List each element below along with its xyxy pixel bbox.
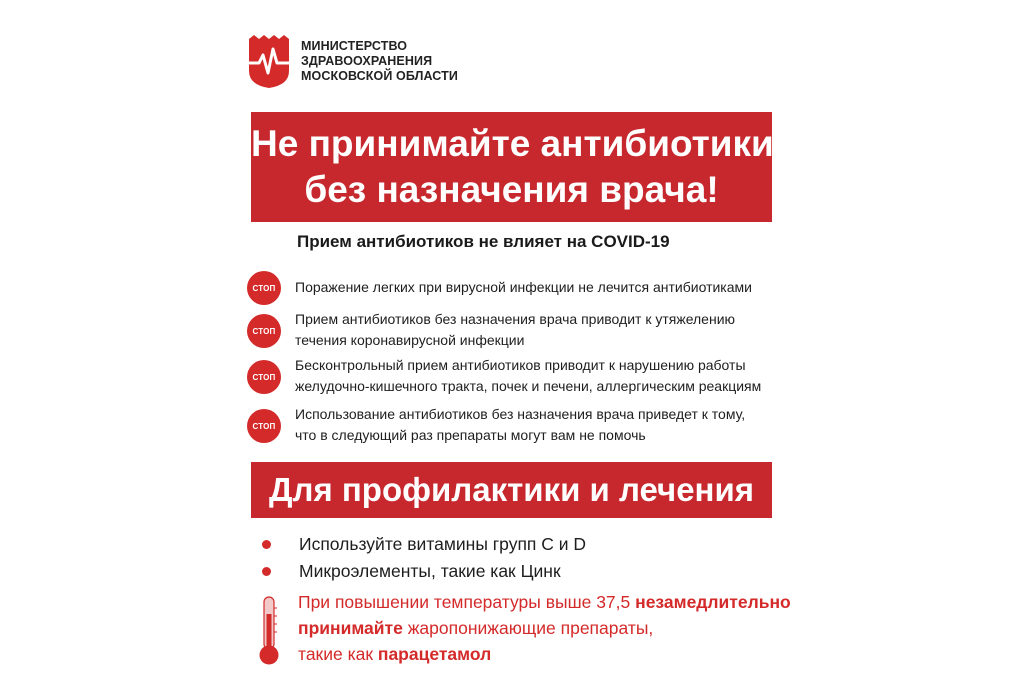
stop-text-line1: Поражение легких при вирусной инфекции не лечится антибиотиками (295, 279, 752, 295)
temperature-line1-bold: незамедлительно (635, 592, 791, 612)
temperature-line1-normal: При повышении температуры выше 37,5 (298, 592, 636, 612)
bullet-text: Используйте витамины групп С и D (299, 534, 587, 554)
stop-text-line1: Прием антибиотиков без назначения врача приводит к утяжелению (295, 311, 736, 327)
ministry-name-line2: ЗДРАВООХРАНЕНИЯ (301, 53, 433, 68)
stop-text (295, 404, 745, 446)
stop-text (295, 271, 752, 298)
stop-badge-icon: СТОП (247, 360, 281, 394)
stop-badge-icon: СТОП (247, 409, 281, 443)
stop-text-line2: желудочно-кишечного тракта, почек и печени, аллергическим реакциям (295, 378, 762, 394)
temperature-advice (298, 589, 791, 667)
temperature-line1 (298, 589, 791, 615)
ministry-logo (247, 32, 458, 90)
stop-item (247, 355, 761, 397)
temperature-line3 (298, 641, 791, 667)
list-item (262, 561, 561, 582)
stop-text-line1: Бесконтрольный прием антибиотиков приводит к нарушению работы (295, 357, 746, 373)
stop-text (295, 309, 735, 351)
stop-badge-icon: СТОП (247, 271, 281, 305)
stop-item (247, 271, 752, 305)
temperature-line3-normal: такие как (298, 644, 378, 664)
stop-text (295, 355, 761, 397)
stop-text-line2: что в следующий раз препараты могут вам не помочь (295, 427, 646, 443)
ministry-name (301, 39, 458, 84)
covid-subtitle: Прием антибиотиков не влияет на COVID-19 (297, 232, 670, 251)
thermometer-icon (258, 596, 280, 666)
list-item (262, 534, 586, 555)
bullet-text: Микроэлементы, такие как Цинк (299, 561, 561, 581)
heart-pulse-shield-icon (247, 33, 291, 89)
stop-item (247, 404, 745, 446)
prevention-banner: Для профилактики и лечения (251, 462, 772, 518)
stop-badge-icon: СТОП (247, 314, 281, 348)
stop-text-line2: течения коронавирусной инфекции (295, 332, 525, 348)
ministry-name-line3: МОСКОВСКОЙ ОБЛАСТИ (301, 68, 458, 83)
bullet-dot-icon (262, 540, 271, 549)
headline-banner (251, 112, 772, 222)
headline-line2: без назначения врача! (304, 169, 719, 210)
stop-text-line1: Использование антибиотиков без назначения врача приведет к тому, (295, 406, 746, 422)
temperature-line2 (298, 615, 791, 641)
ministry-name-line1: МИНИСТЕРСТВО (301, 38, 408, 53)
temperature-line2-normal: жаропонижающие препараты, (402, 618, 654, 638)
headline-line1: Не принимайте антибиотики (251, 123, 774, 164)
stop-item (247, 309, 735, 351)
temperature-line3-bold: парацетамол (377, 644, 492, 664)
bullet-dot-icon (262, 567, 271, 576)
temperature-line2-bold: принимайте (298, 618, 403, 638)
